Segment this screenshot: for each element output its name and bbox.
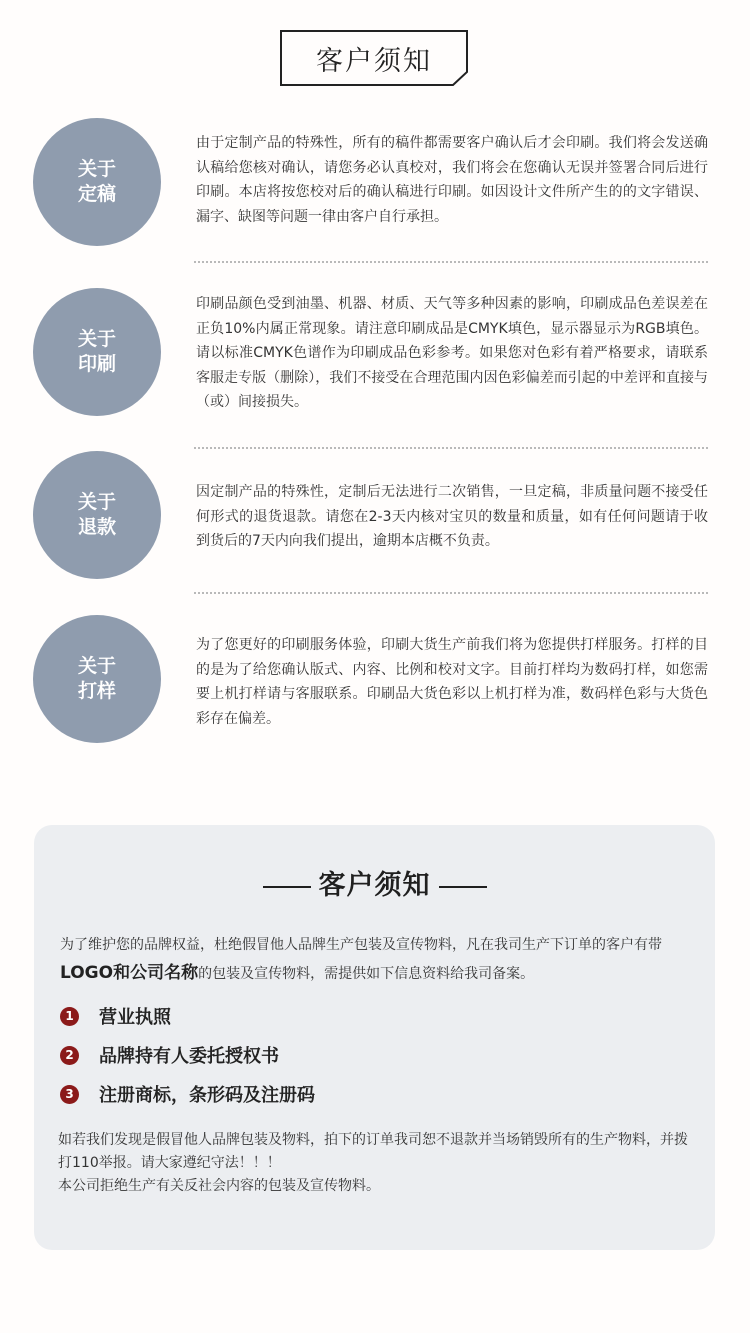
divider [194,261,708,263]
divider [194,447,708,449]
requirement-label: 品牌持有人委托授权书 [99,1046,279,1067]
badge-line2: 印刷 [77,353,116,375]
badge-refund [33,451,161,579]
badge-line1: 关于 [77,491,116,513]
requirement-item [60,1042,279,1068]
card-intro [60,931,694,988]
badge-proofing [33,615,161,743]
badge-line2: 定稿 [77,183,116,205]
badge-line1: 关于 [77,158,116,180]
number-badge: 1 [60,1007,79,1026]
title-dash-right [439,886,487,888]
number-badge: 2 [60,1046,79,1065]
warning-line-2: 本公司拒绝生产有关反社会内容的包装及宣传物料。 [58,1178,380,1194]
badge-line2: 打样 [77,680,116,702]
requirement-label: 注册商标，条形码及注册码 [99,1085,315,1106]
intro-highlight: LOGO和公司名称 [60,963,199,983]
card-title: 客户须知 [318,870,431,901]
badge-line1: 关于 [77,655,116,677]
requirement-item [60,1081,315,1107]
requirement-label: 营业执照 [99,1007,171,1028]
badge-finalization [33,118,161,246]
notice-text: 由于定制产品的特殊性，所有的稿件都需要客户确认后才会印刷。我们将会发送确认稿给您核对确认，请您务必认真校对，我们将会在您确认无误并签署合同后进行印刷。本店将按您校对后的确认稿进行印刷。如因设计文件所产生的的文字错误、漏字、缺图等问题一律由客户自行承担。 [196,135,708,225]
warning-line-1: 如若我们发现是假冒他人品牌包装及物料，拍下的订单我司恕不退款并当场销毁所有的生产物料，并拨打110举报。请大家遵纪守法！！！ [58,1132,688,1171]
notice-text: 因定制产品的特殊性，定制后无法进行二次销售，一旦定稿，非质量问题不接受任何形式的退货退款。请您在2-3天内核对宝贝的数量和质量，如有任何问题请于收到货后的7天内向我们提出，逾期本店概不负责。 [196,484,708,549]
badge-line2: 退款 [77,516,116,538]
notice-text: 为了您更好的印刷服务体验，印刷大货生产前我们将为您提供打样服务。打样的目的是为了给您确认版式、内容、比例和校对文字。目前打样均为数码打样，如您需要上机打样请与客服联系。印刷品大货色彩以上机打样为准，数码样色彩与大货色彩存在偏差。 [196,637,708,727]
page-title: 客户须知 [316,45,432,77]
requirement-item [60,1003,171,1029]
intro-text-1: 为了维护您的品牌权益，杜绝假冒他人品牌生产包装及宣传物料，凡在我司生产下订单的客户有带 [60,937,662,953]
divider [194,592,708,594]
badge-line1: 关于 [77,328,116,350]
header-title-box [280,30,468,86]
notice-text: 印刷品颜色受到油墨、机器、材质、天气等多种因素的影响，印刷成品色差误差在正负10%内属正常现象。请注意印刷成品是CMYK填色，显示器显示为RGB填色。请以标准CMYK色谱作为印刷成品色彩参考。如果您对色彩有着严格要求，请联系客服走专版（删除），我们不接受在合理范围内因色彩偏差而引起的中差评和直接与（或）间接损失。 [196,296,708,410]
number-badge: 3 [60,1085,79,1104]
intro-text-2: 的包装及宣传物料，需提供如下信息资料给我司备案。 [198,966,535,982]
badge-printing [33,288,161,416]
card-warning [58,1129,698,1198]
brand-protection-card [34,825,715,1250]
title-dash-left [263,886,311,888]
card-title-row [34,863,715,902]
